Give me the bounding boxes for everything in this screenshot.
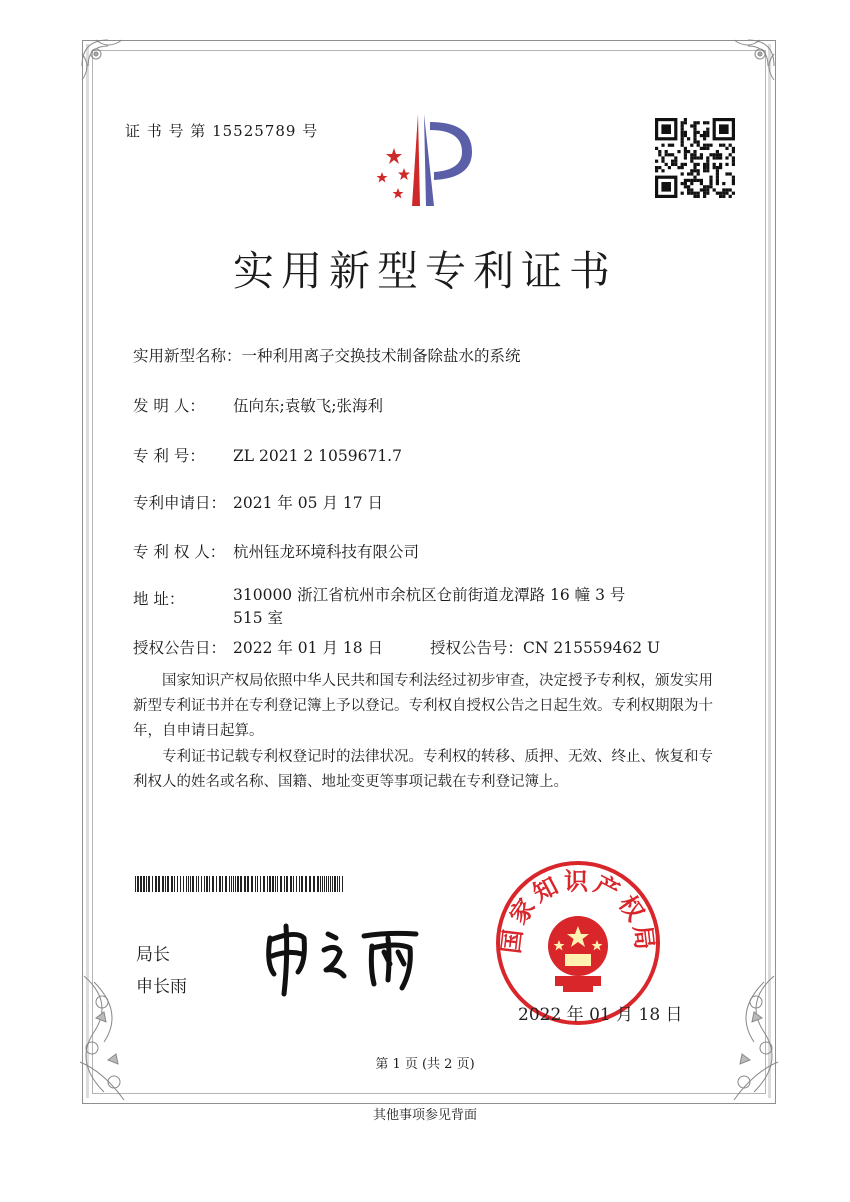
patent-office-emblem-icon [368,110,488,210]
inventor-row [133,394,383,416]
left-edge-shadow [86,44,89,1098]
patent-holder-row [133,540,419,562]
patent-holder-value: 杭州钰龙环境科技有限公司 [233,543,420,561]
certificate-number: 证 书 号 第 15525789 号 [125,122,319,140]
corner-ornament-top-left [78,36,138,96]
grant-date-row [133,636,383,658]
qr-code-icon [655,118,735,198]
filing-date-label: 专利申请日： [133,494,227,512]
footer-note: 其他事项参见背面 [372,1108,477,1123]
filing-date-value: 2021 年 05 月 17 日 [233,494,384,512]
filing-date-row [133,491,383,513]
grant-publication-value: CN 215559462 U [523,639,661,657]
legal-paragraph-grant: 国家知识产权局依照中华人民共和国专利法经过初步审查，决定授予专利权，颁发实用新型专利证书并在专利登记簿上予以登记。专利权自授权公告之日起生效。专利权期限为十年，自申请日起算。 [133,673,713,739]
director-signature-icon [252,918,432,998]
patent-holder-label: 专 利 权 人： [133,543,226,561]
grant-publication-row [430,636,660,658]
name-value: 一种利用离子交换技术制备除盐水的系统 [241,347,521,365]
barcode-icon [135,876,345,892]
patent-number-label: 专 利 号： [133,447,205,465]
grant-date-label: 授权公告日： [133,639,227,657]
director-name: 申长雨 [136,977,187,997]
seal-date: 2022 年 01 月 18 日 [518,1005,683,1025]
address-label: 地 址： [133,590,185,608]
grant-date-value: 2022 年 01 月 18 日 [233,639,384,657]
grant-publication-label: 授权公告号： [430,639,524,657]
right-edge-shadow [768,44,771,1098]
utility-model-name-row [133,344,521,366]
corner-ornament-top-right [718,36,778,96]
inventor-value: 伍向东;袁敏飞;张海利 [233,397,383,415]
patent-number-value: ZL 2021 2 1059671.7 [233,447,402,465]
svg-text:国家知识产权局: 国家知识产权局 [496,867,660,956]
name-label: 实用新型名称： [133,347,242,365]
address-value: 310000 浙江省杭州市余杭区仓前街道龙潭路 16 幢 3 号 515 室 [233,586,626,627]
page-indicator: 第 1 页 (共 2 页) [375,1057,475,1072]
address-label-row [133,587,233,609]
director-title: 局长 [136,945,170,965]
inventor-label: 发 明 人： [133,397,205,415]
legal-paragraph-status: 专利证书记载专利权登记时的法律状况。专利权的转移、质押、无效、终止、恢复和专利权人的姓名或名称、国籍、地址变更等事项记载在专利登记簿上。 [133,749,713,790]
patent-number-row [133,444,402,466]
corner-ornament-bottom-right [704,972,784,1106]
certificate-title: 实用新型专利证书 [233,247,617,295]
